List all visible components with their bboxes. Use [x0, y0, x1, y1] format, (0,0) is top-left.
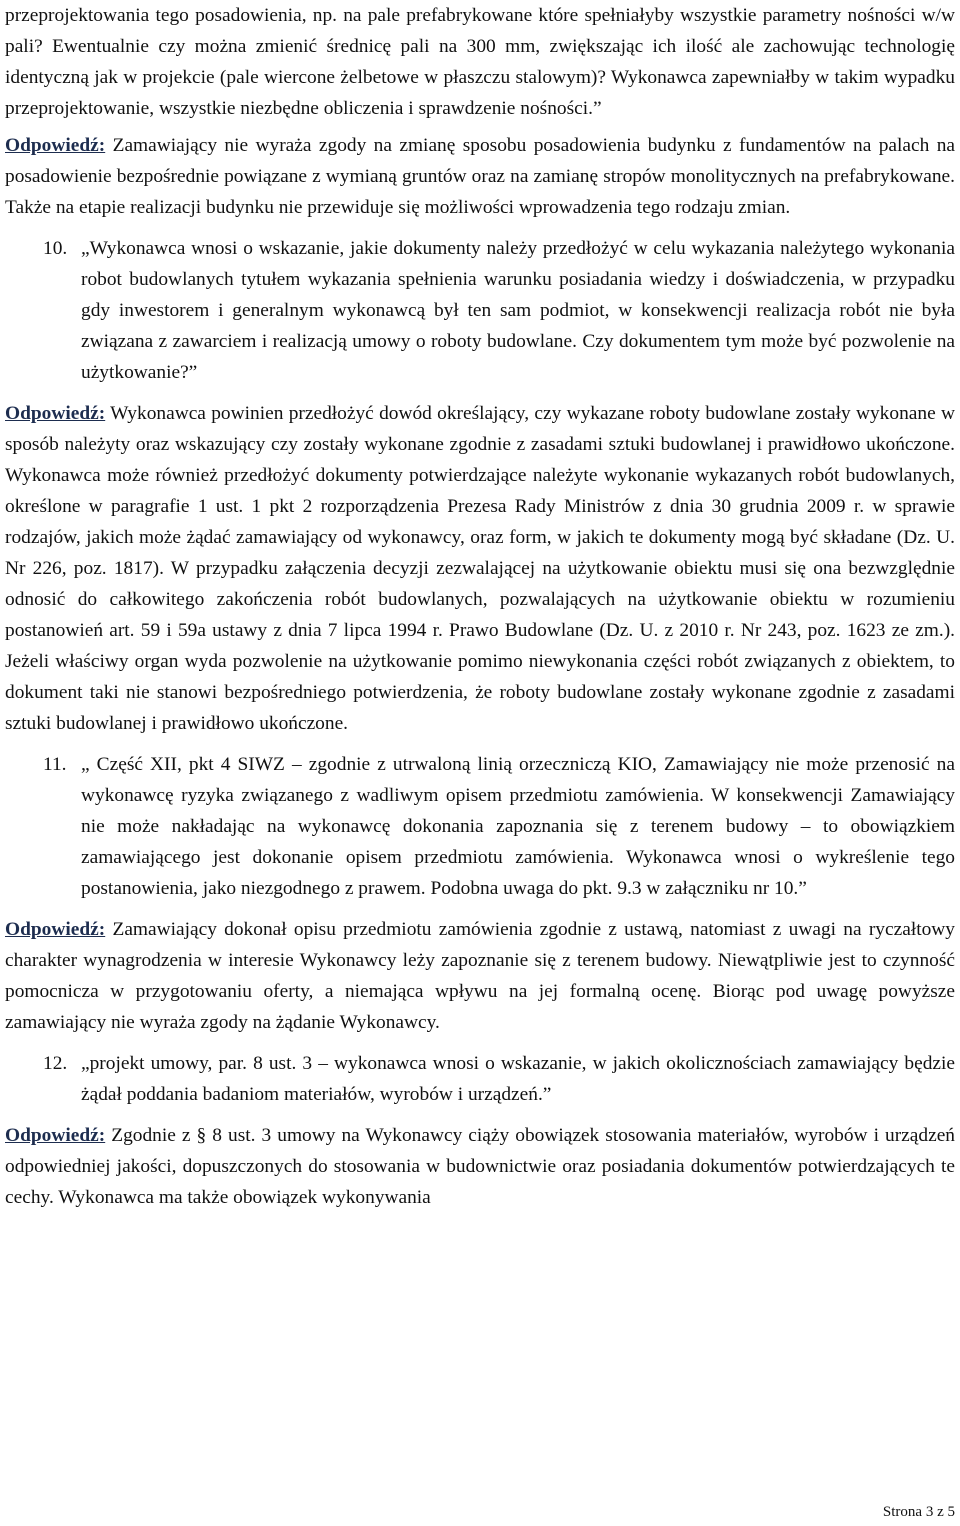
- answer-12-text: Zgodnie z § 8 ust. 3 umowy na Wykonawcy ciąży obowiązek stosowania materiałów, wyrobów i urządzeń odpowiedniej jakości, dopuszczonych do stosowania w budownictwie oraz posiadania dokumentów potwierdzających te cechy. Wykonawca ma także obowiązek wykonywania: [5, 1125, 955, 1208]
- answer-label: Odpowiedź:: [5, 135, 106, 156]
- question-12-text: „projekt umowy, par. 8 ust. 3 – wykonawca wnosi o wskazanie, w jakich okolicznościach zamawiający będzie żądał poddania badaniom materiałów, wyrobów i urządzeń.”: [81, 1053, 955, 1105]
- document-page: [5, 0, 955, 1213]
- answer-label: Odpowiedź:: [5, 919, 106, 940]
- answer-10: [5, 398, 955, 739]
- question-number: 10.: [43, 238, 68, 259]
- answer-11: [5, 914, 955, 1038]
- answer-11-text: Zamawiający dokonał opisu przedmiotu zamówienia zgodnie z ustawą, natomiast z uwagi na ryczałtowy charakter wynagrodzenia w interesie Wykonawcy leży zapoznanie się z terenem budowy. Niewątpliwie jest to czynność pomocnicza w przygotowaniu oferty, a niemająca wpływu na jej formalną ocenę. Biorąc pod uwagę powyższe zamawiający nie wyraża zgody na żądanie Wykonawcy.: [5, 919, 955, 1033]
- question-12: [5, 1048, 955, 1110]
- question-10: [5, 233, 955, 388]
- answer-label: Odpowiedź:: [5, 403, 106, 424]
- question-11-text: „ Część XII, pkt 4 SIWZ – zgodnie z utrwaloną linią orzeczniczą KIO, Zamawiający nie może przenosić na wykonawcę ryzyka związanego z wadliwym opisem przedmiotu zamówienia. W konsekwencji Zamawiający nie może nakładając na wykonawcę dokonania zapoznania się z terenem budowy – to obowiązkiem zamawiającego jest dokonanie opisem przedmiotu zamówienia. Wykonawca wnosi o wykreślenie tego postanowienia, jako niezgodnego z prawem. Podobna uwaga do pkt. 9.3 w załączniku nr 10.”: [81, 754, 955, 899]
- answer-10-text: Wykonawca powinien przedłożyć dowód określający, czy wykazane roboty budowlane zostały wykonane w sposób należyty oraz wskazujący czy zostały wykonane zgodnie z zasadami sztuki budowlanej i prawidłowo ukończone. Wykonawca może również przedłożyć dokumenty potwierdzające należyte wykonanie wykazanych robót budowlanych, określone w paragrafie 1 ust. 1 pkt 2 rozporządzenia Prezesa Rady Ministrów z dnia 30 grudnia 2009 r. w sprawie rodzajów, jakich może żądać zamawiający od wykonawcy, oraz form, w jakich te dokumenty mogą być składane (Dz. U. Nr 226, poz. 1817). W przypadku załączenia decyzji zezwalającej na użytkowanie obiektu musi się ona bezwzględnie odnosić do całkowitego zakończenia robót budowlanych, pozwalających na użytkowanie obiektu w rozumieniu postanowień art. 59 i 59a ustawy z dnia 7 lipca 1994 r. Prawo Budowlane (Dz. U. z 2010 r. Nr 243, poz. 1623 ze zm.). Jeżeli właściwy organ wyda pozwolenie na użytkowanie pomimo niewykonania części robót związanych z obiektem, to dokument taki nie stanowi bezpośredniego potwierdzenia, że roboty budowlane zostały wykonane zgodnie z zasadami sztuki budowlanej i prawidłowo ukończone.: [5, 403, 955, 734]
- question-9-continuation: przeprojektowania tego posadowienia, np. na pale prefabrykowane które spełniałyby wszystkie parametry nośności w/w pali? Ewentualnie czy można zmienić średnicę pali na 300 mm, zwiększając ich ilość ale zachowując technologię identyczną jak w projekcie (pale wiercone żelbetowe w płaszczu stalowym)? Wykonawca zapewniałby w takim wypadku przeprojektowanie, wszystkie niezbędne obliczenia i sprawdzenie nośności.”: [5, 5, 955, 119]
- page-number: Strona 3 z 5: [882, 1504, 955, 1520]
- question-11: [5, 749, 955, 904]
- answer-9: [5, 130, 955, 223]
- answer-label: Odpowiedź:: [5, 1125, 106, 1146]
- answer-12: [5, 1120, 955, 1213]
- answer-9-text: Zamawiający nie wyraża zgody na zmianę sposobu posadowienia budynku z fundamentów na palach na posadowienie bezpośrednie powiązane z wymianą gruntów oraz na zamianę stropów monolitycznych na prefabrykowane. Także na etapie realizacji budynku nie przewiduje się możliwości wprowadzenia tego rodzaju zmian.: [5, 135, 955, 218]
- question-number: 11.: [43, 754, 67, 775]
- question-number: 12.: [43, 1053, 68, 1074]
- question-10-text: „Wykonawca wnosi o wskazanie, jakie dokumenty należy przedłożyć w celu wykazania należytego wykonania robot budowlanych tytułem wykazania spełnienia warunku posiadania wiedzy i doświadczenia, w przypadku gdy inwestorem i generalnym wykonawcą był ten sam podmiot, w konsekwencji realizacja robót nie była związana z zawarciem i realizacją umowy o roboty budowlane. Czy dokumentem tym może być pozwolenie na użytkowanie?”: [81, 238, 955, 383]
